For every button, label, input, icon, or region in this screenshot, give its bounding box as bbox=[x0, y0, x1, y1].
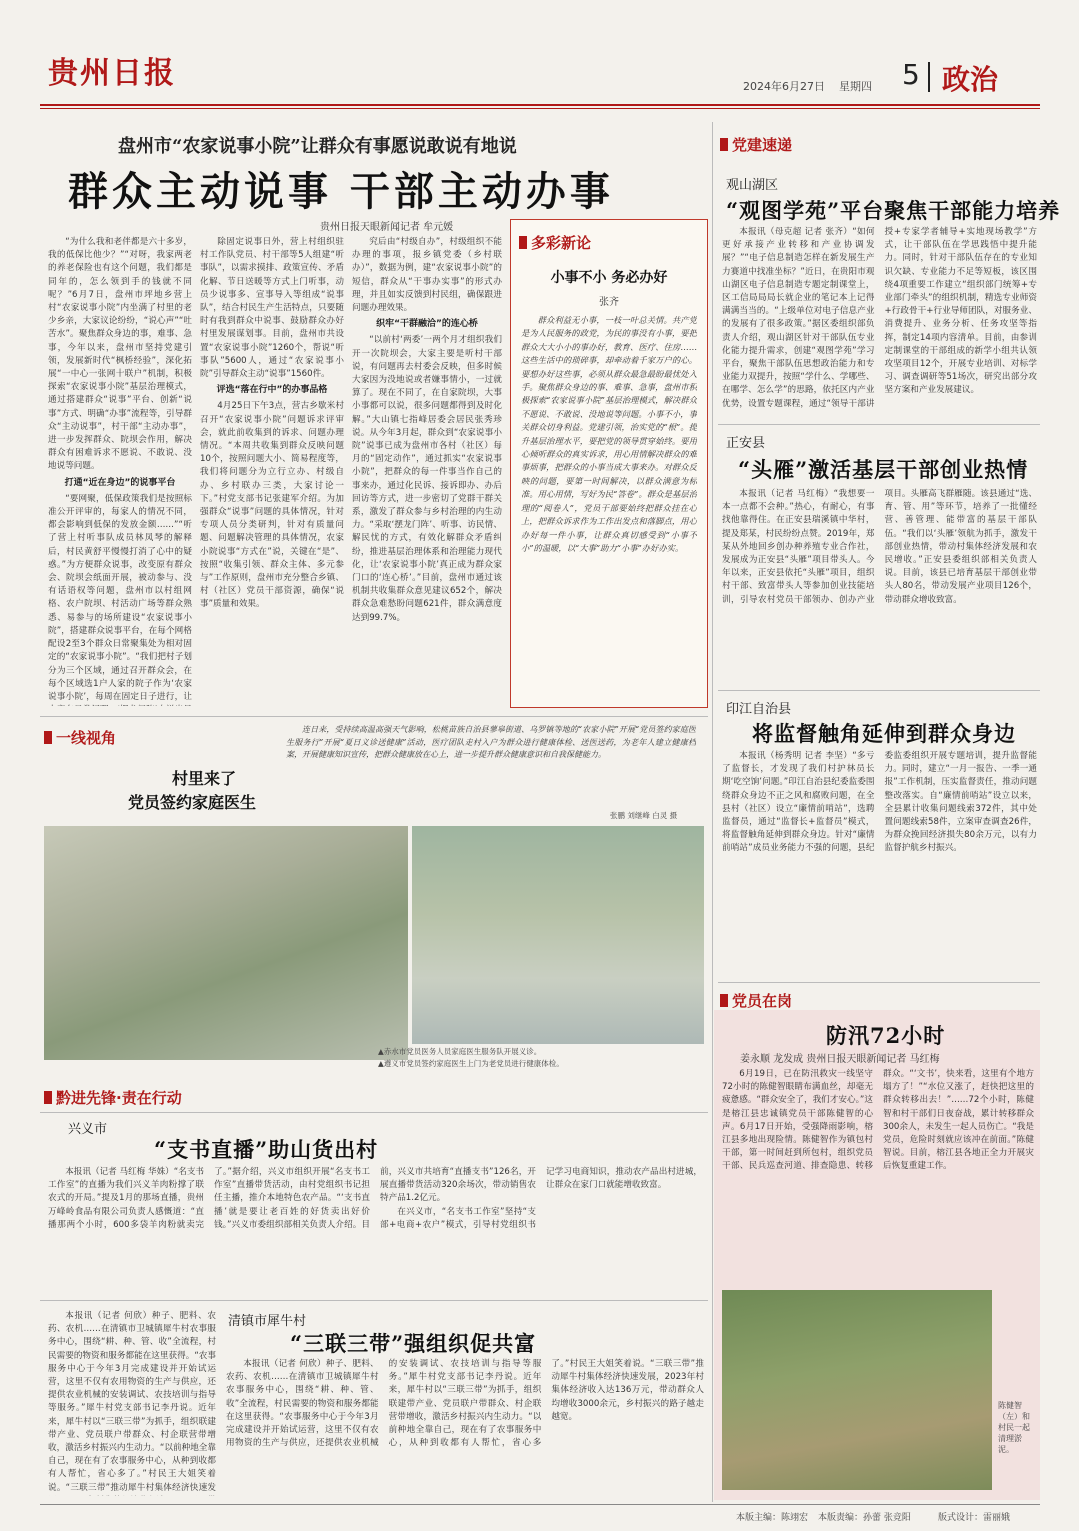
column-divider bbox=[712, 122, 713, 1502]
right2-paragraph: 本报讯（记者 马红梅）“我想要一本一点都不会种。”热心，有耐心，有事找他靠得住。在正安县瑞溪镇中华村，提及郑某，村民纷纷点赞。2019年，郑某从外地回乡创办种养殖专业合作社，发展成为正安县“头雁”项目带头人。今年以来，正安县依托“头雁”项目，组织村干部、致富带头人等参加创业技能培训，引导农村党员干部领办、创办产业项目。头雁高飞群雁随。该县通过“选、育、管、用”等环节，培养了一批懂经营、善管理、能带富的基层干部队伍。“我们以‘头雁’领航为抓手，激发干部创业热情，带动村集体经济发展和农民增收。”正安县委组织部相关负责人说。目前，该县已培育基层干部创业带头人80名，带动发展产业项目126个，带动群众增收致富。 bbox=[722, 489, 1037, 605]
row-divider bbox=[718, 982, 1040, 983]
commentary-text bbox=[521, 314, 697, 694]
right-section-label: 党建速递 bbox=[720, 134, 792, 155]
lead-subtitle: 盘州市“农家说事小院”让群众有事愿说敢说有地说 bbox=[118, 136, 517, 157]
issue-date bbox=[743, 78, 872, 94]
lead-subhead: 织牢“干群融洽”的连心桥 bbox=[376, 319, 478, 330]
lead-paragraph: “以前村‘两委’一两个月才组织我们开一次院坝会，大家主要是听村干部说，有问题再去村委会反映，但多时候大家因为没地说或者嫌事情小，一过就算了。现在不同了，在自家院坝，大事小事都可以说，很多问题都得到及时化解。”大山镇七指峰居委会居民张秀珍说。从今年3月起，群众到“农家说事小院”说事已成为盘州市各村（社区）每月的“固定动作”，通过抓实“农家说事小院”，把群众的每一件事当作自己的事来办，通过化民诉、接诉即办、办后回访等方式，进一步密切了党群干群关系，激发了群众参与乡村治理的内生动力。“采取‘摆龙门阵’、听事、访民情、解民忧的方式，有效化解群众矛盾纠纷，推进基层治理体系和治理能力现代化，让‘农家说事小院’真正成为群众家门口的‘连心桥’。”目前，盘州市通过该机制共收集群众意见建议652个，解决群众急难愁盼问题621件，群众满意度达到99.7%。 bbox=[352, 335, 502, 623]
bottom-section-label: 黔进先锋·责在行动 bbox=[44, 1087, 182, 1108]
right4-paragraph: 6月19日，已在防汛救灾一线坚守72小时的陈健智眼睛布满血丝，却毫无疲惫感。“群众安全了，我们才安心。”这是榕江县忠诚镇党员干部陈健智的心声。6月17日开始，受强降雨影响，榕江县多地出现险情。陈健智作为镇包村干部，第一时间赶到所包村，组织党员干部、民兵巡查河道、排查隐患、转移群众。“‘文书’，快来看，这里有个地方塌方了！”“水位又涨了，赶快把这里的群众转移出去！”……72个小时，陈健智和村干部们日夜奋战，累计转移群众300余人，未发生一起人员伤亡。“我是党员，危险时刻就应该冲在前面。”陈健智说。目前，榕江县各地正全力开展灾后恢复重建工作。 bbox=[722, 1069, 1034, 1172]
lead-subhead: 打通“近在身边”的说事平台 bbox=[64, 477, 176, 488]
lead-column-3 bbox=[352, 236, 502, 706]
photo-caption-2: ▲遵义市党员签约家庭医生上门为老党员进行健康体检。 bbox=[378, 1059, 564, 1068]
bottom1-place: 兴义市 bbox=[68, 1122, 108, 1137]
right3-place: 印江自治县 bbox=[726, 702, 792, 717]
bottom2-headline: “三联三带”强组织促共富 bbox=[290, 1331, 537, 1356]
masthead-logo: 贵州日报 bbox=[48, 56, 176, 91]
weekday-text: 星期四 bbox=[839, 80, 872, 93]
commentary-title: 小事不小 务必办好 bbox=[550, 270, 668, 286]
footer-rule bbox=[40, 1504, 1040, 1505]
page-divider bbox=[928, 62, 930, 92]
header-rule-thin bbox=[40, 108, 1040, 109]
photo-flood-cleanup bbox=[722, 1290, 992, 1490]
right1-paragraph: 本报讯（母克超 记者 张齐）“如何更好承接产业转移和产业协调发展？”“电子信息制造怎样在新发展生产力赛道中找准坐标？”近日，在贵阳市观山湖区电子信息制造专题定制课堂上，区工信局局局长就企业的笔记本上记得满满当当的。“上级单位对电子信息产业的发展有了很多政策。”据区委组织部负责人介绍，观山湖区针对干部队伍专业化能力提升需求，创建“观图学苑”学习平台，聚焦干部队伍思想政治能力和专业能力双提升，按照“学什么、学哪些、在哪学、怎么学”的思路，依托区内产业优势，设置专题课程，通过“领导干部讲授+专家学者辅导+实地现场教学”方式，让干部队伍在学思践悟中提升能力。同时，针对干部队伍存在的专业知识欠缺、专业能力不足等短板，该区围绕4项重要工作建立“组织部门统筹+专业部门牵头”的组织机制，精选专业师资+行政骨干+行业导师团队，对服务业、消费提升、业务分析、任务攻坚等指挥，制定14项内容清单。目前，由参训定制课堂的干部组成的新学小组共认领攻坚项目12个，开展专业培训、对标学习、调查调研等51场次，研究出部分攻坚方案和产业发展建议。 bbox=[722, 227, 1037, 409]
right1-headline: “观图学苑”平台聚焦干部能力培养 bbox=[726, 198, 1061, 223]
row-divider bbox=[718, 424, 1040, 425]
commentary-paragraph: 群众利益无小事，一枝一叶总关情。共产党是为人民服务的政党，为民的事没有小事，要把群众大大小小的事办好，教育、医疗、住房……这些生活中的琐碎事，却牵动着千家万户的心。要想办好这些事，必须从群众最急最盼最忧处入手。聚焦群众身边的事、难事、急事，盘州市积极探索“农家说事小院”基层治理模式，解决群众不愿说、不敢说、没地说等问题。小事不小，事关群众切身利益。党建引领，治实党的“根”。提升基层治理水平，要把党的领导贯穿始终。要用心倾听群众的真实诉求，用心用情解决群众的难事烦事，把群众的小事当成大事来办。对群众反映的问题，要第一时间解决，以群众满意为标准。用心用情，写好为民“答卷”。群众是基层治理的“阅卷人”，党员干部要始终把群众挂在心上，把群众诉求作为工作出发点和落脚点，用心办好每一件小事，让群众真切感受到“小事不小”的温暖，以“大事”助力“小事”办好办实。 bbox=[521, 315, 697, 553]
right3-body bbox=[722, 750, 1037, 976]
date-text: 2024年6月27日 bbox=[743, 80, 825, 93]
right3-paragraph: 本报讯（杨秀明 记者 李坚）“多亏了监督长，才发现了我们村护林员长期‘吃空饷’问题。”印江自治县纪委监委围绕群众身边不正之风和腐败问题，在全县村（社区）设立“廉情前哨站”，选聘监督员，通过“监督长+监督员”模式，将监督触角延伸到群众身边。针对“廉情前哨站”成员业务能力不强的问题，县纪委监委组织开展专题培训，提升监督能力。同时，建立“一月一报告、一季一通报”工作机制，压实监督责任，推动问题整改落实。自“廉情前哨站”设立以来，全县累计收集问题线索372件，其中处置问题线索58件，立案审查调查26件，为群众挽回经济损失80余万元，以有力监督护航乡村振兴。 bbox=[722, 751, 1037, 854]
right2-headline: “头雁”激活基层干部创业热情 bbox=[738, 457, 1029, 482]
lead-column-2 bbox=[200, 236, 344, 706]
bottom1-paragraph: 在兴义市，“名支书工作室”坚持“支部+电商+农户”模式，引导村党组织书记学习电商知识，推动农产品出村进城，让群众在家门口就能增收致富。 bbox=[380, 1167, 702, 1230]
right4-caption: 陈健智（左）和村民一起清理淤泥。 bbox=[998, 1401, 1030, 1454]
commentary-author: 张齐 bbox=[599, 297, 619, 308]
lead-headline: 群众主动说事 干部主动办事 bbox=[68, 169, 614, 215]
photo-caption-1: ▲赤水市党员医务人员家庭医生服务队开展义诊。 bbox=[378, 1047, 542, 1056]
right1-body bbox=[722, 226, 1037, 416]
photo-intro bbox=[286, 724, 696, 810]
bottom1-body bbox=[48, 1166, 702, 1290]
footer-art: 版式设计：雷丽娥 bbox=[938, 1513, 1011, 1523]
photo-section-label: 一线视角 bbox=[44, 727, 116, 748]
lead-subhead: 评选“落在行中”的办事品格 bbox=[216, 385, 328, 396]
commentary-label: 多彩新论 bbox=[519, 232, 707, 253]
right4-byline: 姜永顺 龙发成 贵州日报天眼新闻记者 马红梅 bbox=[740, 1054, 940, 1065]
lead-paragraph: 究后由“村级自办”，村级组织不能办理的事项，报乡镇党委（乡村联办）”，数据为例，建“农家说事小院”的短信，群众从“干事办实事”的形式办理，并且如实反馈到村民组，确保跟进问题办理效果。 bbox=[352, 237, 502, 314]
lead-column-1 bbox=[48, 236, 192, 706]
right4-body bbox=[722, 1068, 1034, 1280]
right4-headline: 防汛72小时 bbox=[826, 1023, 946, 1048]
photo-title-line1: 村里来了 bbox=[172, 769, 237, 788]
photo-medical-team-walking bbox=[412, 826, 704, 1044]
row-divider bbox=[718, 690, 1040, 691]
footer-editor: 本版主编：陈翊宏 bbox=[736, 1513, 809, 1523]
footer-section-editor: 本版责编：孙蕾 张竞阳 bbox=[818, 1513, 911, 1523]
lead-paragraph: “要网聚，低保政策我们是按照标准公开评审的，每家人的情况不同，都会影响到低保的发放金额……”“听了营上村听事队成员林凤琴的解释后，村民黄舒平慢慢打消了心中的疑惑。”为方便群众说事，改变原有群众会、院坝会纸面开展，被动参与、没有话语权等问题，盘州市以村组网格、农户院坝、村活动广场等群众熟悉、易参与的场所建设“农家说事小院”，搭建群众说事平台，在每个网格配设2至3个群众日常聚集处为相对固定的“农家说事小院”。“我们把村子划分为三个区域，通过召开群众会，在每个区域选1户人家的院子作为‘农家说事小院’，每周在固定日子进行，让 bbox=[48, 493, 192, 702]
right3-headline: 将监督触角延伸到群众身边 bbox=[752, 721, 1016, 746]
photo-credit: 张鹏 刘继峰 白灵 摄 bbox=[610, 811, 678, 820]
row-divider bbox=[40, 1112, 708, 1113]
commentary-box bbox=[510, 219, 708, 708]
bottom1-paragraph: 本报讯（记者 马红梅 华姝）“名支书工作室”的直播为我们兴义羊肉粉撑了联农式的开局。”提及1月的那场直播，贵州万峰岭食品有限公司负责人感慨道：“直播那两个小时，600多袋羊肉粉就卖完了。”据介绍，兴义市组织开展“名支书工作室”直播带货活动，由村党组织书记担任主播，推介本地特色农产品。“‘支书直播’就是要让老百姓的好货卖出好价钱。”兴义市委组织部相关负责人介绍。目前，兴义市共培育“直播支书”126名，开展直播带货活动320余场次，带动销售农特产品1.2亿元。 bbox=[48, 1167, 536, 1230]
right2-body bbox=[722, 488, 1037, 682]
photo-title-line2: 党员签约家庭医生 bbox=[128, 793, 257, 812]
section-name: 政治 bbox=[942, 63, 999, 96]
lead-paragraph: “为什么我和老伴都是六十多岁，我的低保比他少？”“对呀，我家两老的养老保险也有这个问题，我们都是同年的，怎么领到手的钱就不同呢？”6月7日，盘州市坪地乡营上村“农家说事小院”内坐满了村里的老少乡亲，大家议论纷纷，“说心声”“吐苦水”。聚焦群众身边的事，难事、急事，今年以来，盘州市坚持党建引领，发展新时代“枫桥经验”，深化拓展“一中心一张网十联户”机制，积极探索“农家说事小院”基层治理模式，通过搭建群众“说事”平台、创新“说事”方式、明确“办事”流程等，引导群众“主动说事”，村干部“主动办事”，进一步发挥群众、院坝会作用，解决群众有困难诉求不愿说、不敢说、没地说等问题。 bbox=[48, 237, 192, 472]
bottom2-lead-column bbox=[48, 1310, 216, 1496]
bottom2-paragraph: 本报讯（记者 何欣）种子、肥料、农药、农机……在清镇市卫城镇犀牛村农事服务中心，围绕“耕、种、管、收”全流程，村民需要的物资和服务都能在这里获得。“农事服务中心于今年3月完成建设并开始试运营，这里不仅有农用物资的生产与供应，还提供农业机械的安装调试、农技培训与指导等服务。”犀牛村党支部书记李丹说。近年来，犀牛村以“三联三带”为抓手，组织联建带产业、党员联户带群众、村企联营带增收，激活乡村振兴内生动力。“以前种地全靠自己，现在有了农事服务中心，从种到收都有人帮忙，省心多了。”村民王大姐笑着说。“三联三带”推动犀牛村集体经济快速发展，2023年村集体经济收入达136万元，带动群众人均增收3000余元，乡村振兴的路子越走越宽。 bbox=[226, 1359, 704, 1449]
bottom2-place: 清镇市犀牛村 bbox=[228, 1314, 307, 1329]
photo-elder-doctor bbox=[44, 826, 408, 1060]
lead-paragraph: 除固定说事日外，营上村组织驻村工作队党员、村干部等5人组建“听事队”，以需求摸排、政策宣传、矛盾化解、节日送暖等方式上门听事，动员少说事多、宣事导入等组成“说事队”，结合村民生产生活特点，只要随时有我到群众中说事、鼓励群众办好村里发展谋划事。目前，盘州市共设置“农家说事小院”1260个，帮说“听事队”5600人，通过“农家说事小院”引导群众主动“说事”1560件。 bbox=[200, 237, 344, 380]
photo-intro-text: 连日来，受持续高温高强天气影响，松桃苗族自治县蓼皋街道、乌罗镇等地的“农家小院”开展“党员签约家庭医生服务行”开展“夏日义诊送健康”活动，医疗团队走村入户为群众进行健康体检、送医送药，为老年人建立健康档案，开展健康知识宣传，把群众健康放在心上，进一步提升群众健康意识和自我保健能力。 bbox=[286, 725, 696, 760]
page-number: 5 bbox=[902, 58, 920, 91]
bottom2-body bbox=[226, 1358, 704, 1496]
lead-paragraph: 4月25日下午3点，营古乡歇米村召开“农家说事小院”问题诉求评审会，就此前收集到的诉求、问题办理情况。“本周共收集到群众反映问题10个，按照问题大小、简易程度等，我们将问题分为立行立办、村级自办、乡村联办三类，大家讨论一下。”村党支部书记张建军介绍。为加强群众“说事”问题的具体情况，针对专项人员分类研判，针对有质量问题、问题解决管理的具体情况，农家小院说事“方式在”说，关键在“是”、按照“收集引领、群众主体、多元参与”工作原则，盘州市充分整合乡镇、村（社区）党员干部资源，确保“说事”质量和效果。 bbox=[200, 401, 344, 610]
right4-section-label: 党员在岗 bbox=[720, 990, 792, 1011]
lead-byline: 贵州日报天眼新闻记者 牟元媛 bbox=[320, 222, 454, 233]
row-divider bbox=[40, 716, 708, 717]
right1-place: 观山湖区 bbox=[726, 178, 779, 193]
right2-place: 正安县 bbox=[726, 436, 766, 451]
bottom1-headline: “支书直播”助山货出村 bbox=[154, 1137, 379, 1162]
header-rule bbox=[40, 104, 1040, 106]
row-divider bbox=[40, 1300, 708, 1301]
bottom2-paragraph: 本报讯（记者 何欣）种子、肥料、农药、农机……在清镇市卫城镇犀牛村农事服务中心，围绕“耕、种、管、收”全流程，村民需要的物资和服务都能在这里获得。“农事服务中心于今年3月完成建设并开始试运营，这里不仅有农用物资的生产与供应，还提供农业机械的安装调试、农技培训与指导等服务。”犀牛村党支部书记李丹说。近年来，犀牛村以“三联三带”为抓手，组织联建带产业、党员联户带群众、村企联营带增收，激活乡村振兴内生动力。“以前种地全靠自己，现在有了农事服务中心，从种到收都有人帮忙，省心多了。”村民王大姐笑着说。“三联三带”推动犀牛村集体经济快速发 bbox=[48, 1311, 216, 1493]
